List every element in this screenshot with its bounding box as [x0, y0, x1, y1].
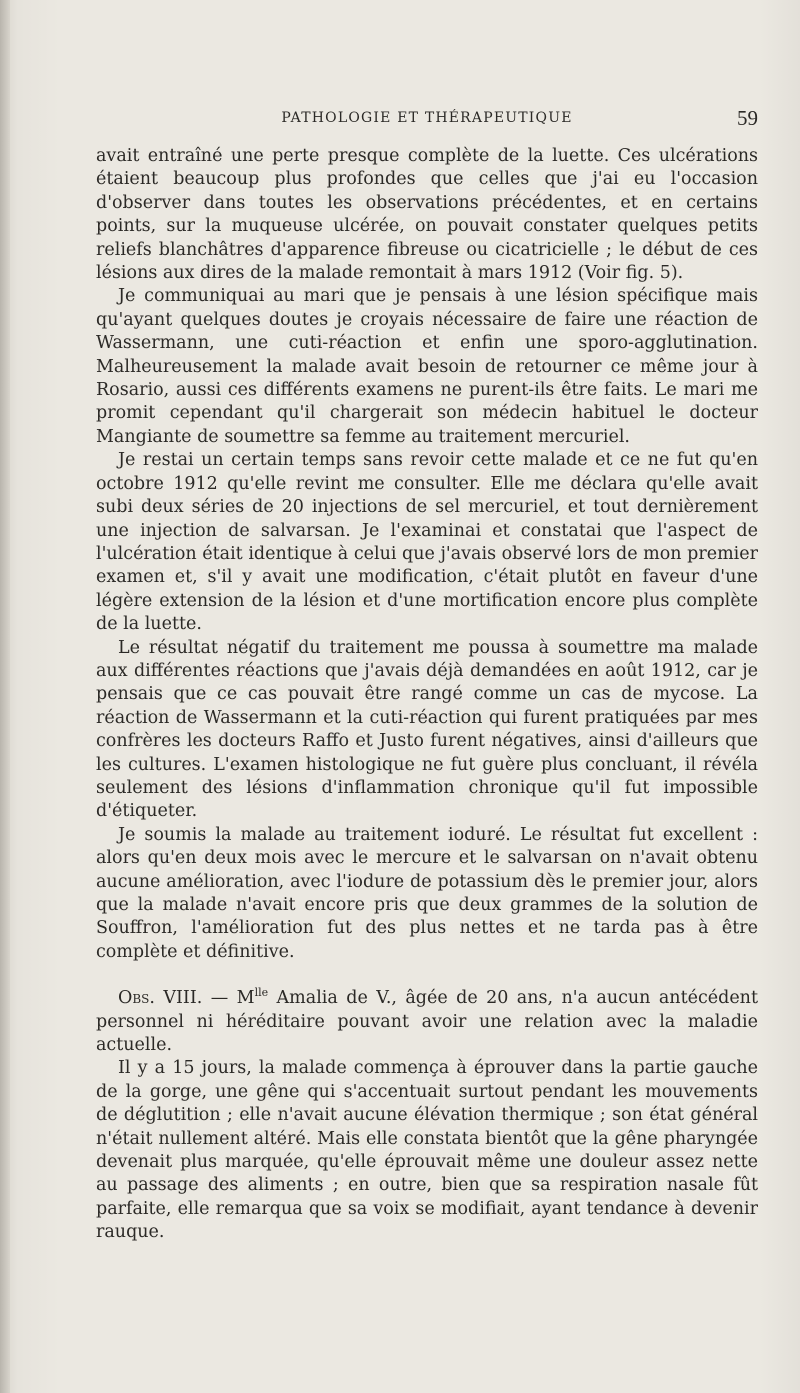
- observation-label: Obs. VIII.: [118, 988, 203, 1009]
- running-title: PATHOLOGIE ET THÉRAPEUTIQUE: [281, 110, 573, 126]
- observation-title-superscript: lle: [254, 986, 269, 1000]
- paragraph: Je restai un certain temps sans revoir cette malade et ce ne fut qu'en octobre 1912 qu'elle revint me consulter. Elle me déclara qu'elle avait subi deux séries de 20 injections de sel mercuriel, et tout dernièrement une injection de salvarsan. Je l'examinai et constatai que l'aspect de l'ulcération était identique à celui que j'avais observé lors de mon premier examen et, s'il y avait une modification, c'était plutôt en faveur d'une légère extension de la lésion et d'une mortification encore plus complète de la luette.: [96, 450, 758, 635]
- paragraph: Je soumis la malade au traitement ioduré. Le résultat fut excellent : alors qu'en deux mois avec le mercure et le salvarsan on n'avait obtenu aucune amélioration, avec l'iodure de potassium dès le premier jour, alors que la malade n'avait encore pris que deux grammes de la solution de Souffron, l'amélioration fut des plus nettes et ne tarda pas à être complète et définitive.: [96, 824, 758, 962]
- running-head: [96, 106, 758, 134]
- paragraph: Le résultat négatif du traitement me poussa à soumettre ma malade aux différentes réactions que j'avais déjà demandées en août 1912, car je pensais que ce cas pouvait être rangé comme un cas de mycose. La réaction de Wassermann et la cuti-réaction qui furent pratiquées par mes confrères les docteurs Raffo et Justo furent négatives, ainsi d'ailleurs que les cultures. L'examen histologique ne fut guère plus concluant, il révéla seulement des lésions d'inflammation chronique qu'il fut impossible d'étiqueter.: [96, 637, 758, 822]
- paragraph: Je communiquai au mari que je pensais à une lésion spécifique mais qu'ayant quelques doutes je croyais nécessaire de faire une réaction de Wassermann, une cuti-réaction et enfin une sporo-agglutination. Malheureusement la malade avait besoin de retourner ce même jour à Rosario, aussi ces différents examens ne purent-ils être faits. Le mari me promit cependant qu'il chargerait son médecin habituel le docteur Mangiante de soumettre sa femme au traitement mercuriel.: [96, 286, 758, 447]
- paragraph-continuation: avait entraîné une perte presque complète de la luette. Ces ulcérations étaient beaucoup plus profondes que celles que j'ai eu l'occasion d'observer dans toutes les observations précédentes, et en certains points, sur la muqueuse ulcérée, on pouvait constater quelques petits reliefs blanchâtres d'apparence fibreuse ou cicatricielle ; le début de ces lésions aux dires de la malade remontait à mars 1912 (Voir fig. 5).: [96, 146, 758, 284]
- body-text: [96, 145, 758, 1245]
- paragraph: Il y a 15 jours, la malade commença à éprouver dans la partie gauche de la gorge, une gêne qui s'accentuait surtout pendant les mouvements de déglutition ; elle n'avait aucune élévation thermique ; son état général n'était nullement altéré. Mais elle constata bientôt que la gêne pharyngée devenait plus marquée, qu'elle éprouvait même une douleur assez nette au passage des aliments ; en outre, bien que sa respiration nasale fût parfaite, elle remarqua que sa voix se modifiait, ayant tendance à devenir rauque.: [96, 1058, 758, 1243]
- observation-title: M: [236, 988, 255, 1009]
- page-number: 59: [737, 106, 758, 130]
- binding-edge: [0, 0, 10, 1393]
- observation-paragraph: [96, 987, 758, 1057]
- observation-text: Amalia de V., âgée de 20 ans, n'a aucun antécédent personnel ni héréditaire pouvant avoir une relation avec la maladie actuelle.: [96, 988, 758, 1056]
- observation-dash: —: [202, 988, 237, 1009]
